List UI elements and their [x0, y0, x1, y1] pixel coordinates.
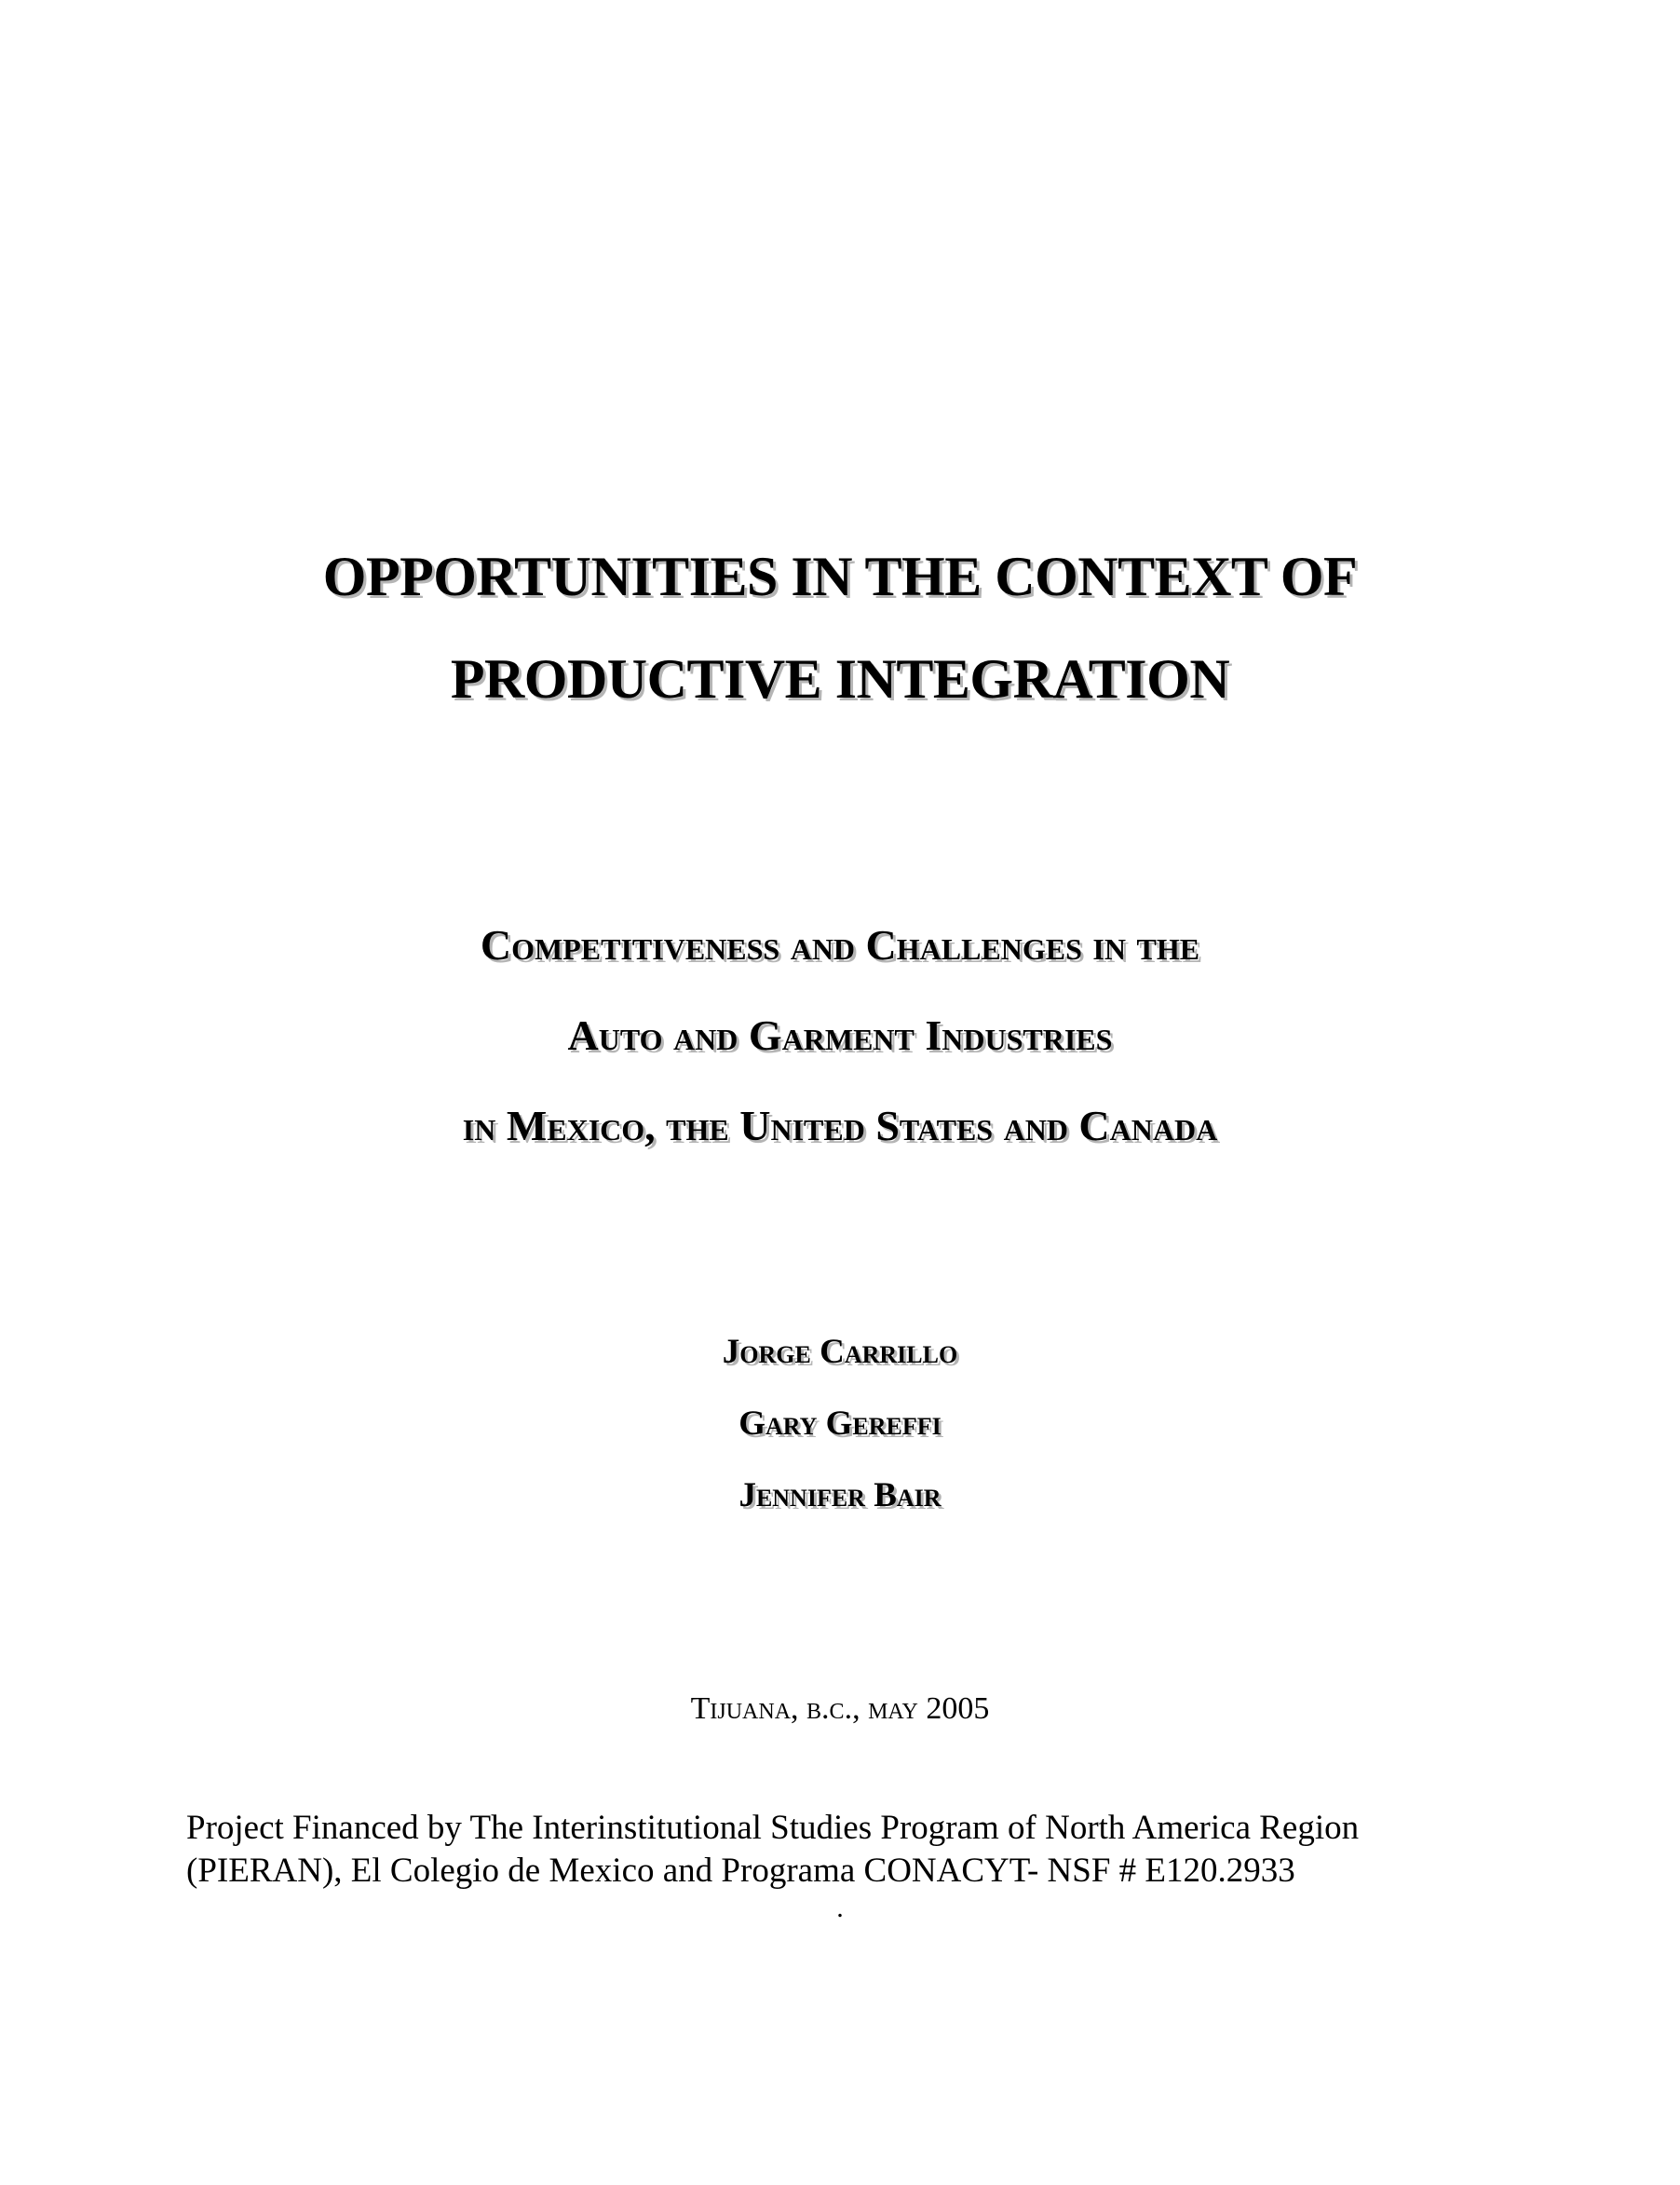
- author-name: Jorge Carrillo: [722, 1333, 958, 1371]
- author-name: Jennifer Bair: [738, 1476, 942, 1514]
- trailing-period: .: [836, 1893, 844, 1923]
- funding-note-line-2: (PIERAN), El Colegio de Mexico and Programa CONACYT- NSF # E120.2933: [186, 1852, 1295, 1890]
- subtitle-line-2: Auto and Garment Industries: [567, 1011, 1113, 1059]
- main-title-line-2: PRODUCTIVE INTEGRATION: [450, 648, 1230, 710]
- funding-note-line-1: Project Financed by The Interinstitutional Studies Program of North America Region: [186, 1809, 1360, 1847]
- author-name: Gary Gereffi: [738, 1405, 942, 1443]
- place-and-date: Tijuana, b.c., may 2005: [690, 1691, 990, 1726]
- main-title-line-1: OPPORTUNITIES IN THE CONTEXT OF: [322, 546, 1358, 607]
- subtitle-line-1: Competitiveness and Challenges in the: [480, 921, 1200, 969]
- subtitle-line-3: in Mexico, the United States and Canada: [462, 1102, 1218, 1149]
